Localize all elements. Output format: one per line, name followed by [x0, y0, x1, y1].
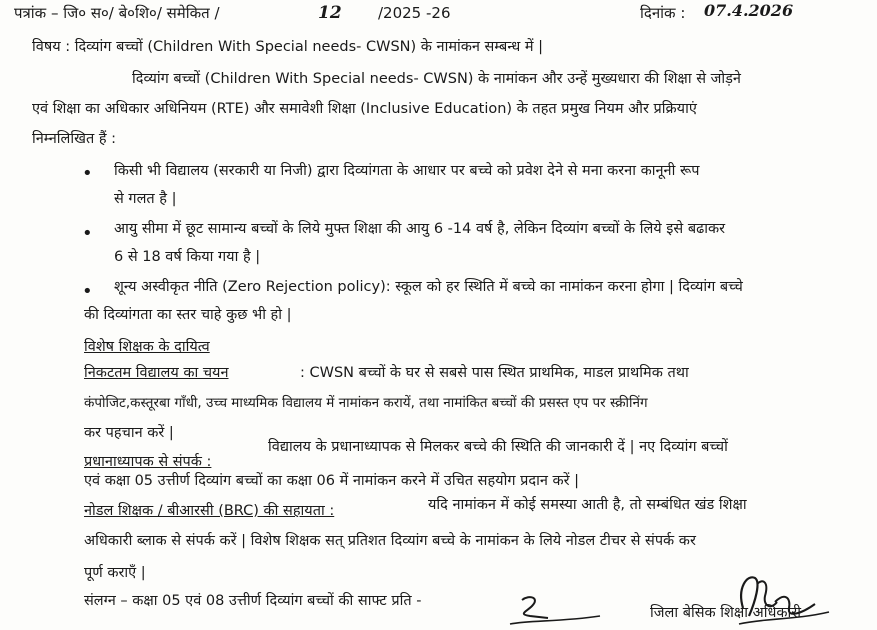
- enclosure-line: संलग्न – कक्षा 05 एवं 08 उत्तीर्ण दिव्यांग बच्चों की साफ्ट प्रति -: [84, 593, 422, 609]
- duty-3-line-2: अधिकारी ब्लाक से संपर्क करें | विशेष शिक्षक सत् प्रतिशत दिव्यांग बच्चे के नामांकन के लिये नोडल टीचर से संपर्क कर: [84, 533, 696, 549]
- bullet-1-line-2: से गलत है |: [114, 191, 177, 207]
- duty-1-line-2: कंपोजिट,कस्तूरबा गाँधी, उच्च माध्यमिक विद्यालय में नामांकन करायें, तथा नामांकित बच्चों की प्रसस्त एप पर स्क्रीनिंग: [84, 395, 648, 411]
- intro-line-2: एवं शिक्षा का अधिकार अधिनियम (RTE) और समावेशी शिक्षा (Inclusive Education) के तहत प्रमुख नियम और प्रक्रियाएं: [32, 101, 697, 117]
- duty-3-heading: नोडल शिक्षक / बीआरसी (BRC) की सहायता :: [84, 503, 335, 519]
- intro-line-3: निम्नलिखित हैं :: [32, 131, 117, 147]
- bullet-2-line-2: 6 से 18 वर्ष किया गया है |: [114, 249, 261, 265]
- bullet-dot: •: [82, 281, 93, 302]
- bullet-3-line-1: शून्य अस्वीकृत नीति (Zero Rejection policy): स्कूल को हर स्थिति में बच्चे का नामांकन करना होगा | दिव्यांग बच्चे: [114, 279, 743, 295]
- signatory-title: जिला बेसिक शिक्षा अधिकारी: [650, 605, 801, 621]
- intro-line-1: दिव्यांग बच्चों (Children With Special needs- CWSN) के नामांकन और उन्हें मुख्यधारा की शिक्षा से जोड़ने: [132, 71, 741, 87]
- duty-2-line-1: विद्यालय के प्रधानाध्यापक से मिलकर बच्चे की स्थिति की जानकारी दें | नए दिव्यांग बच्चों: [268, 439, 728, 455]
- date-label: दिनांक :: [640, 4, 686, 22]
- date-value: 07.4.2026: [704, 1, 794, 20]
- duty-3-line-3: पूर्ण कराएँ |: [84, 565, 146, 581]
- subject-line: विषय : दिव्यांग बच्चों (Children With Special needs- CWSN) के नामांकन सम्बन्ध में |: [32, 39, 544, 55]
- reference-number: 12: [318, 3, 342, 23]
- bullet-3-line-2: की दिव्यांगता का स्तर चाहे कुछ भी हो |: [84, 307, 292, 323]
- signature-initials: [500, 592, 610, 630]
- duty-2-line-2: एवं कक्षा 05 उत्तीर्ण दिव्यांग बच्चों का कक्षा 06 में नामांकन करने में उचित सहयोग प्रदान करें |: [84, 473, 580, 489]
- bullet-dot: •: [82, 223, 93, 244]
- section-heading: विशेष शिक्षक के दायित्व: [84, 339, 210, 355]
- duty-3-line-1: यदि नामांकन में कोई समस्या आती है, तो सम्बंधित खंड शिक्षा: [428, 497, 747, 513]
- bullet-2-line-1: आयु सीमा में छूट सामान्य बच्चों के लिये मुफ्त शिक्षा की आयु 6 -14 वर्ष है, लेकिन दिव्यांग बच्चों के लिये इसे बढाकर: [114, 221, 726, 237]
- reference-label: पत्रांक – जि० स०/ बे०शि०/ समेकित /: [14, 4, 220, 22]
- bullet-dot: •: [82, 163, 93, 184]
- reference-year: /2025 -26: [378, 4, 451, 22]
- bullet-1-line-1: किसी भी विद्यालय (सरकारी या निजी) द्वारा दिव्यांगता के आधार पर बच्चे को प्रवेश देने से मना करना कानूनी रूप: [114, 163, 700, 179]
- duty-1-line-1: : CWSN बच्चों के घर से सबसे पास स्थित प्राथमिक, माडल प्राथमिक तथा: [300, 365, 689, 381]
- duty-2-heading: प्रधानाध्यापक से संपर्क :: [84, 454, 212, 470]
- duty-1-line-3: कर पहचान करें |: [84, 425, 174, 441]
- duty-1-heading: निकटतम विद्यालय का चयन: [84, 365, 229, 381]
